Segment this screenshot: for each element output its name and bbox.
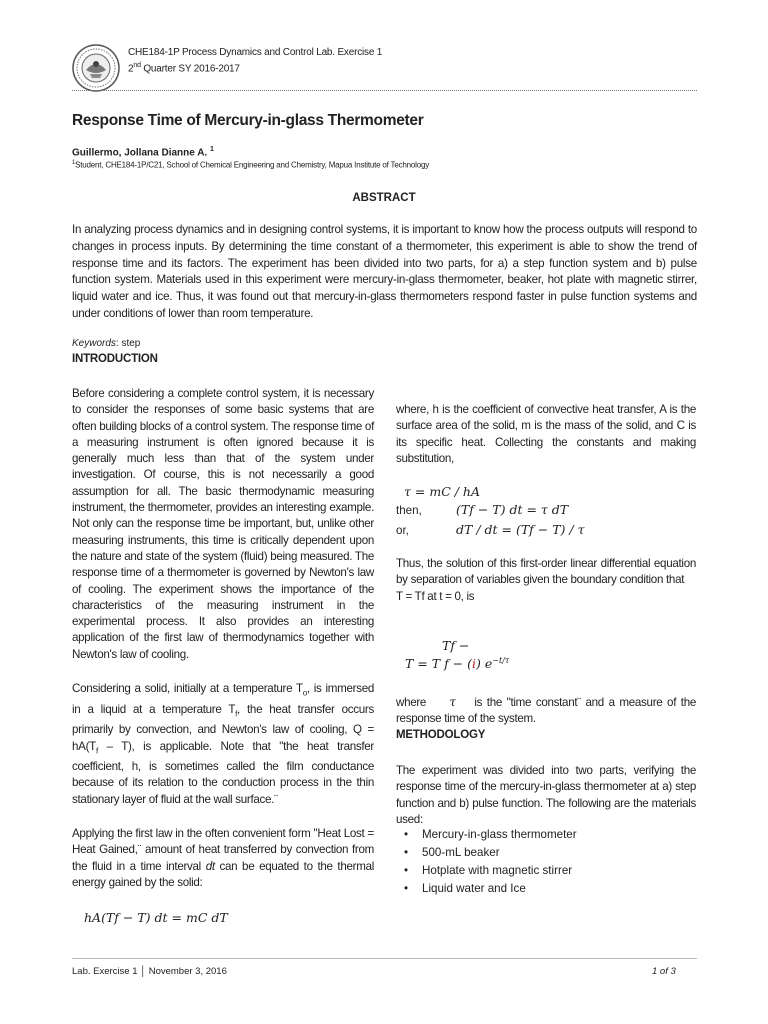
methodology-paragraph: The experiment was divided into two parts, verifying the response time of the mercury-in-glass thermometer at a) step function and b) pulse function. The following are the materials used: [396, 764, 696, 826]
abstract-heading: ABSTRACT [352, 192, 416, 204]
equation-then-label: then, [396, 504, 422, 517]
header-course-line: CHE184-1P Process Dynamics and Control Lab. Exercise 1 [128, 47, 383, 58]
right-column-para-1: where, h is the coefficient of convective heat transfer, A is the surface area of the solid, m is the mass of the solid, and C is its specific heat. Collecting the constants and making substitution, [396, 403, 696, 465]
abstract-body: In analyzing process dynamics and in designing control systems, it is important to know how the process outputs will respond to changes in process inputs. By determining the time constant of a thermometer, this experiment is able to show the trend of response time and its factors. The experiment has been divided into two parts, for a) a step function system and b) pulse function system. Materials used in this experiment were mercury-in-glass thermometer, beaker, hot plate with magnetic stirrer, liquid water and ice. Thus, it was found out that mercury-in-glass thermometers respond faster in pulse function systems and under conditions of lower than room temperature. [72, 223, 697, 320]
footer-divider [72, 958, 697, 959]
solution-intro-paragraph: Thus, the solution of this first-order linear differential equation by separation of variables given the boundary condition that T = Tf at t = 0, is [396, 557, 696, 603]
equation-then: (Tf − T) dt = τ dT [456, 502, 569, 517]
equation-or: dT / dt = (Tf − T) / τ [456, 522, 585, 537]
intro-paragraph-2: Considering a solid, initially at a temperature $T_o$, is immersed in a liquid at a temperature $T_f$, the heat transfer occurs primarily by convection, and Newton's law of cooling, $Q = hA(T_f - T)$, is applicable. Note that "the heat transfer coefficient, h, is sometimes called the film conductance because of its relation to the conduction process in the thin stationary layer of fluid at the wall surface.¨ [72, 682, 374, 806]
list-item: • Liquid water and Ice [404, 882, 526, 895]
methodology-heading: METHODOLOGY [396, 729, 486, 741]
equation-or-label: or, [396, 524, 409, 537]
university-seal-logo [72, 44, 120, 92]
paper-title: Response Time of Mercury-in-glass Thermometer [72, 112, 424, 129]
page-number: 1 of 3 [652, 966, 676, 977]
equation-heat-balance: hA(Tf − T) dt = mC dT [84, 910, 228, 925]
header-divider [72, 90, 697, 91]
footer-left: Lab. Exercise 1 │ November 3, 2016 [72, 966, 227, 977]
list-item: • 500-mL beaker [404, 846, 500, 859]
keywords-line: Keywords: step [72, 338, 141, 349]
equation-time-constant: τ = mC / hA [404, 484, 480, 499]
materials-list [396, 826, 696, 898]
solution-equation: T = T f − (i) $e^{-t/\tau}$ [405, 656, 510, 672]
time-constant-definition: where τ is the "time constant¨ and a measure of the response time of the system. [396, 695, 697, 726]
intro-paragraph-3: Applying the first law in the often convenient form "Heat Lost = Heat Gained,¨ amount of heat transferred by convection from the fluid in a time interval dt can be equated to the thermal energy gained by the solid: [72, 827, 374, 889]
solution-numerator: Tf − [442, 638, 470, 653]
left-column [72, 386, 374, 891]
header-term-line: 2nd Quarter SY 2016-2017 [128, 62, 240, 75]
author-name: Guillermo, Jollana Dianne A. $^1$ [72, 146, 214, 159]
introduction-heading: INTRODUCTION [72, 353, 158, 365]
list-item: • Hotplate with magnetic stirrer [404, 864, 573, 877]
author-affiliation: $^1$Student, CHE184-1P/C21, School of Chemical Engineering and Chemistry, Mapua Institute of Technology [72, 160, 430, 170]
intro-paragraph-1: Before considering a complete control system, it is necessary to consider the responses of some basic systems that are often building blocks of a control system. The response time of a measuring instrument is often ignored because it is generally much less than that of the system under investigation. Of course, this is not necessarily a good assumption for all. The basic thermodynamic measuring instrument, the thermometer, provides an interesting example. Not only can the response time be important, but, unlike other measuring instruments, this time is critically dependent upon the nature and state of the system (fluid) being measured. The response time of a thermometer is governed by Newton's law of cooling. The experiment shows the importance of the characteristics of the measuring instrument in the experimental process. It also provides an interesting application of the first law of thermodynamics together with Newton's law of cooling. [72, 387, 374, 661]
list-item: • Mercury-in-glass thermometer [404, 828, 577, 841]
